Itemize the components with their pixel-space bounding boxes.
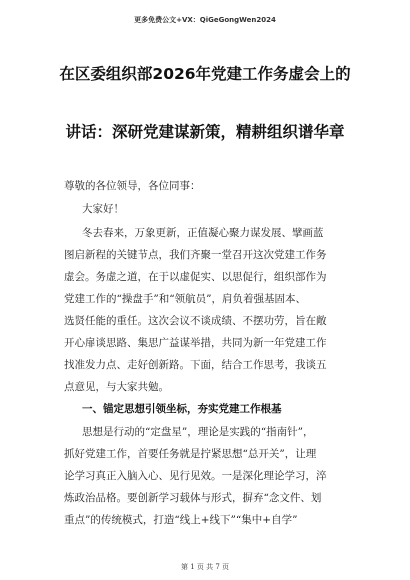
body-line: 抓好党建工作，首要任务就是拧紧思想“总开关”，让理 [64, 448, 317, 460]
body-line: 论学习真正入脑入心、见行见效。一是深化理论学习，淬 [64, 470, 327, 482]
section-heading: 一、锚定思想引领坐标，夯实党建工作根基 [82, 403, 282, 415]
intro-line: 冬去春来，万象更新，正值凝心聚力谋发展、擘画蓝 [82, 227, 324, 239]
greeting: 大家好！ [82, 203, 124, 215]
header-note: 更多免费公文+VX：QiGeGongWen2024 [134, 16, 276, 24]
intro-line: 选贤任能的重任。这次会议不谈成绩、不摆功劳，旨在敞 [64, 315, 327, 327]
intro-line: 开心扉谈思路、集思广益谋举措，共同为新一年党建工作 [64, 337, 327, 349]
intro-line: 找准发力点、走好创新路。下面，结合工作思考，我谈五 [64, 359, 327, 371]
intro-line: 图启新程的关键节点，我们齐聚一堂召开这次党建工作务 [64, 249, 327, 261]
salutation: 尊敬的各位领导，各位同事： [64, 180, 201, 192]
body-line: 思想是行动的“定盘星”，理论是实践的“指南针”， [82, 426, 314, 438]
document-title-line-2: 讲话：深研党建谋新策，精耕组织谱华章 [65, 123, 345, 141]
intro-line: 虚会。务虚之道，在于以虚促实、以思促行，组织部作为 [64, 271, 327, 283]
body-line: 炼政治品格。要创新学习载体与形式，摒弃“念文件、划 [64, 492, 322, 504]
intro-line: 党建工作的“操盘手”和“领航员”，肩负着强基固本、 [64, 293, 306, 305]
intro-line: 点意见，与大家共勉。 [64, 381, 169, 393]
body-line: 重点”的传统模式，打造“线上+线下”“集中+自学” [64, 514, 298, 526]
document-title-line-1: 在区委组织部2026年党建工作务虚会上的 [59, 65, 351, 83]
page-footer: 第 1 页 共 7 页 [180, 563, 230, 571]
